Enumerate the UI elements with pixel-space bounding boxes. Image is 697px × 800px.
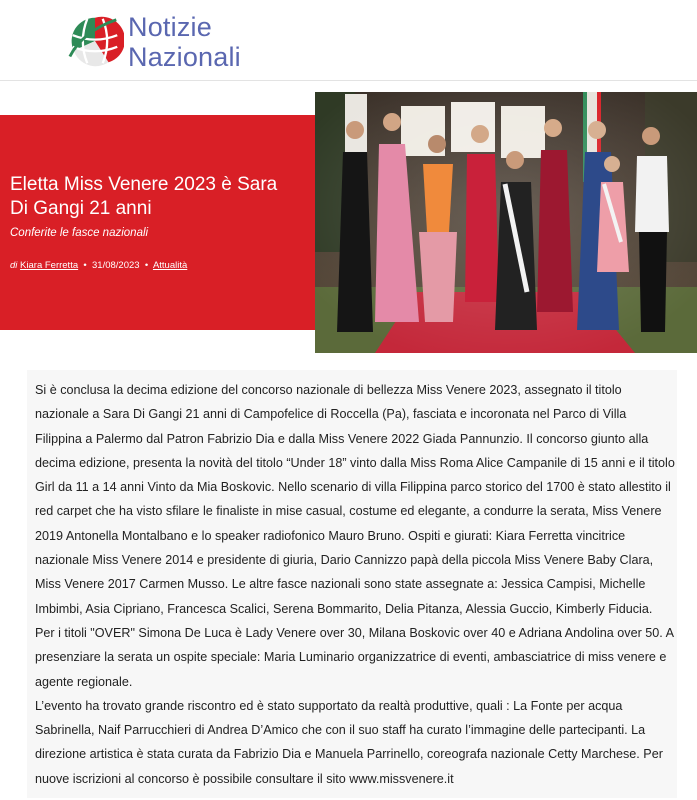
logo-text-nazionali: Nazionali bbox=[128, 42, 241, 72]
author-prefix: di bbox=[10, 260, 18, 271]
hero-banner bbox=[0, 115, 318, 330]
article-body bbox=[27, 370, 677, 798]
logo-text-notizie: Notizie bbox=[128, 12, 212, 42]
article-text bbox=[35, 378, 675, 791]
article-title: Eletta Miss Venere 2023 è Sara Di Gangi 21 anni bbox=[10, 174, 278, 219]
meta-separator: • bbox=[83, 260, 87, 271]
article-paragraph: Si è conclusa la decima edizione del concorso nazionale di bellezza Miss Venere 2023, assegnato il titolo nazionale a Sara Di Gangi 21 anni di Campofelice di Roccella (Pa), fasciata e incoronata nel Parco di Villa Filippina a Palermo dal Patron Fabrizio Dia e dalla Miss Venere 2022 Giada Pannunzio. Il concorso giunto alla decima edizione, presenta la novità del titolo “Under 18” vinto dalla Miss Roma Alice Campanile di 15 anni e il titolo Girl da 11 a 14 anni Vinto da Mia Boskovic. Nello scenario di villa Filippina parco storico del 1700 è stato allestito il red carpet che ha visto sfilare le finaliste in mise casual, costume ed elegante, a condurre la serata, Miss Venere 2019 Antonella Montalbano e lo speaker radiofonico Mauro Bruno. Ospiti e giurati: Kiara Ferretta vincitrice nazionale Miss Venere 2014 e presidente di giuria, Dario Cannizzo papà della piccola Miss Venere Baby Clara, Miss Venere 2017 Carmen Musso. Le altre fasce nazionali sono state assegnate a: Jessica Campisi, Michelle Imbimbi, Asia Cipriano, Francesca Scalici, Serena Bommarito, Delia Pitanza, Alessia Guccio, Kimberly Fiducia. bbox=[35, 383, 675, 616]
globe-logo-icon bbox=[66, 12, 124, 70]
article-meta bbox=[10, 260, 187, 271]
article-subtitle: Conferite le fasce nazionali bbox=[10, 227, 149, 239]
article-date: 31/08/2023 bbox=[92, 260, 140, 271]
site-header bbox=[0, 0, 697, 81]
meta-separator: • bbox=[144, 260, 149, 271]
group-photo-image bbox=[315, 92, 697, 353]
site-logo[interactable] bbox=[66, 10, 266, 76]
article-paragraph: Per i titoli "OVER" Simona De Luca è Lady Venere over 30, Milana Boskovic over 40 e Adriana Andolina over 50. A presenziare la serata un ospite speciale: Maria Luminario organizzatrice di eventi, ambasciatrice di miss venere e agente regionale. bbox=[35, 625, 674, 689]
article-paragraph: L’evento ha trovato grande riscontro ed è stato supportato da realtà produttive, quali : La Fonte per acqua Sabrinella, Naif Parrucchieri di Andrea D’Amico che con il suo staff ha curato l’immagine delle partecipanti. La direzione artistica è stata curata da Fabrizio Dia e Manuela Parrinello, coreografa nazionale Cetty Marchese. Per nuove iscrizioni al concorso è possibile consultare il sito www.missvenere.it bbox=[35, 698, 663, 786]
hero-photo bbox=[315, 92, 697, 353]
author-link[interactable]: Kiara Ferretta bbox=[20, 260, 79, 271]
category-link[interactable]: Attualità bbox=[152, 260, 188, 271]
